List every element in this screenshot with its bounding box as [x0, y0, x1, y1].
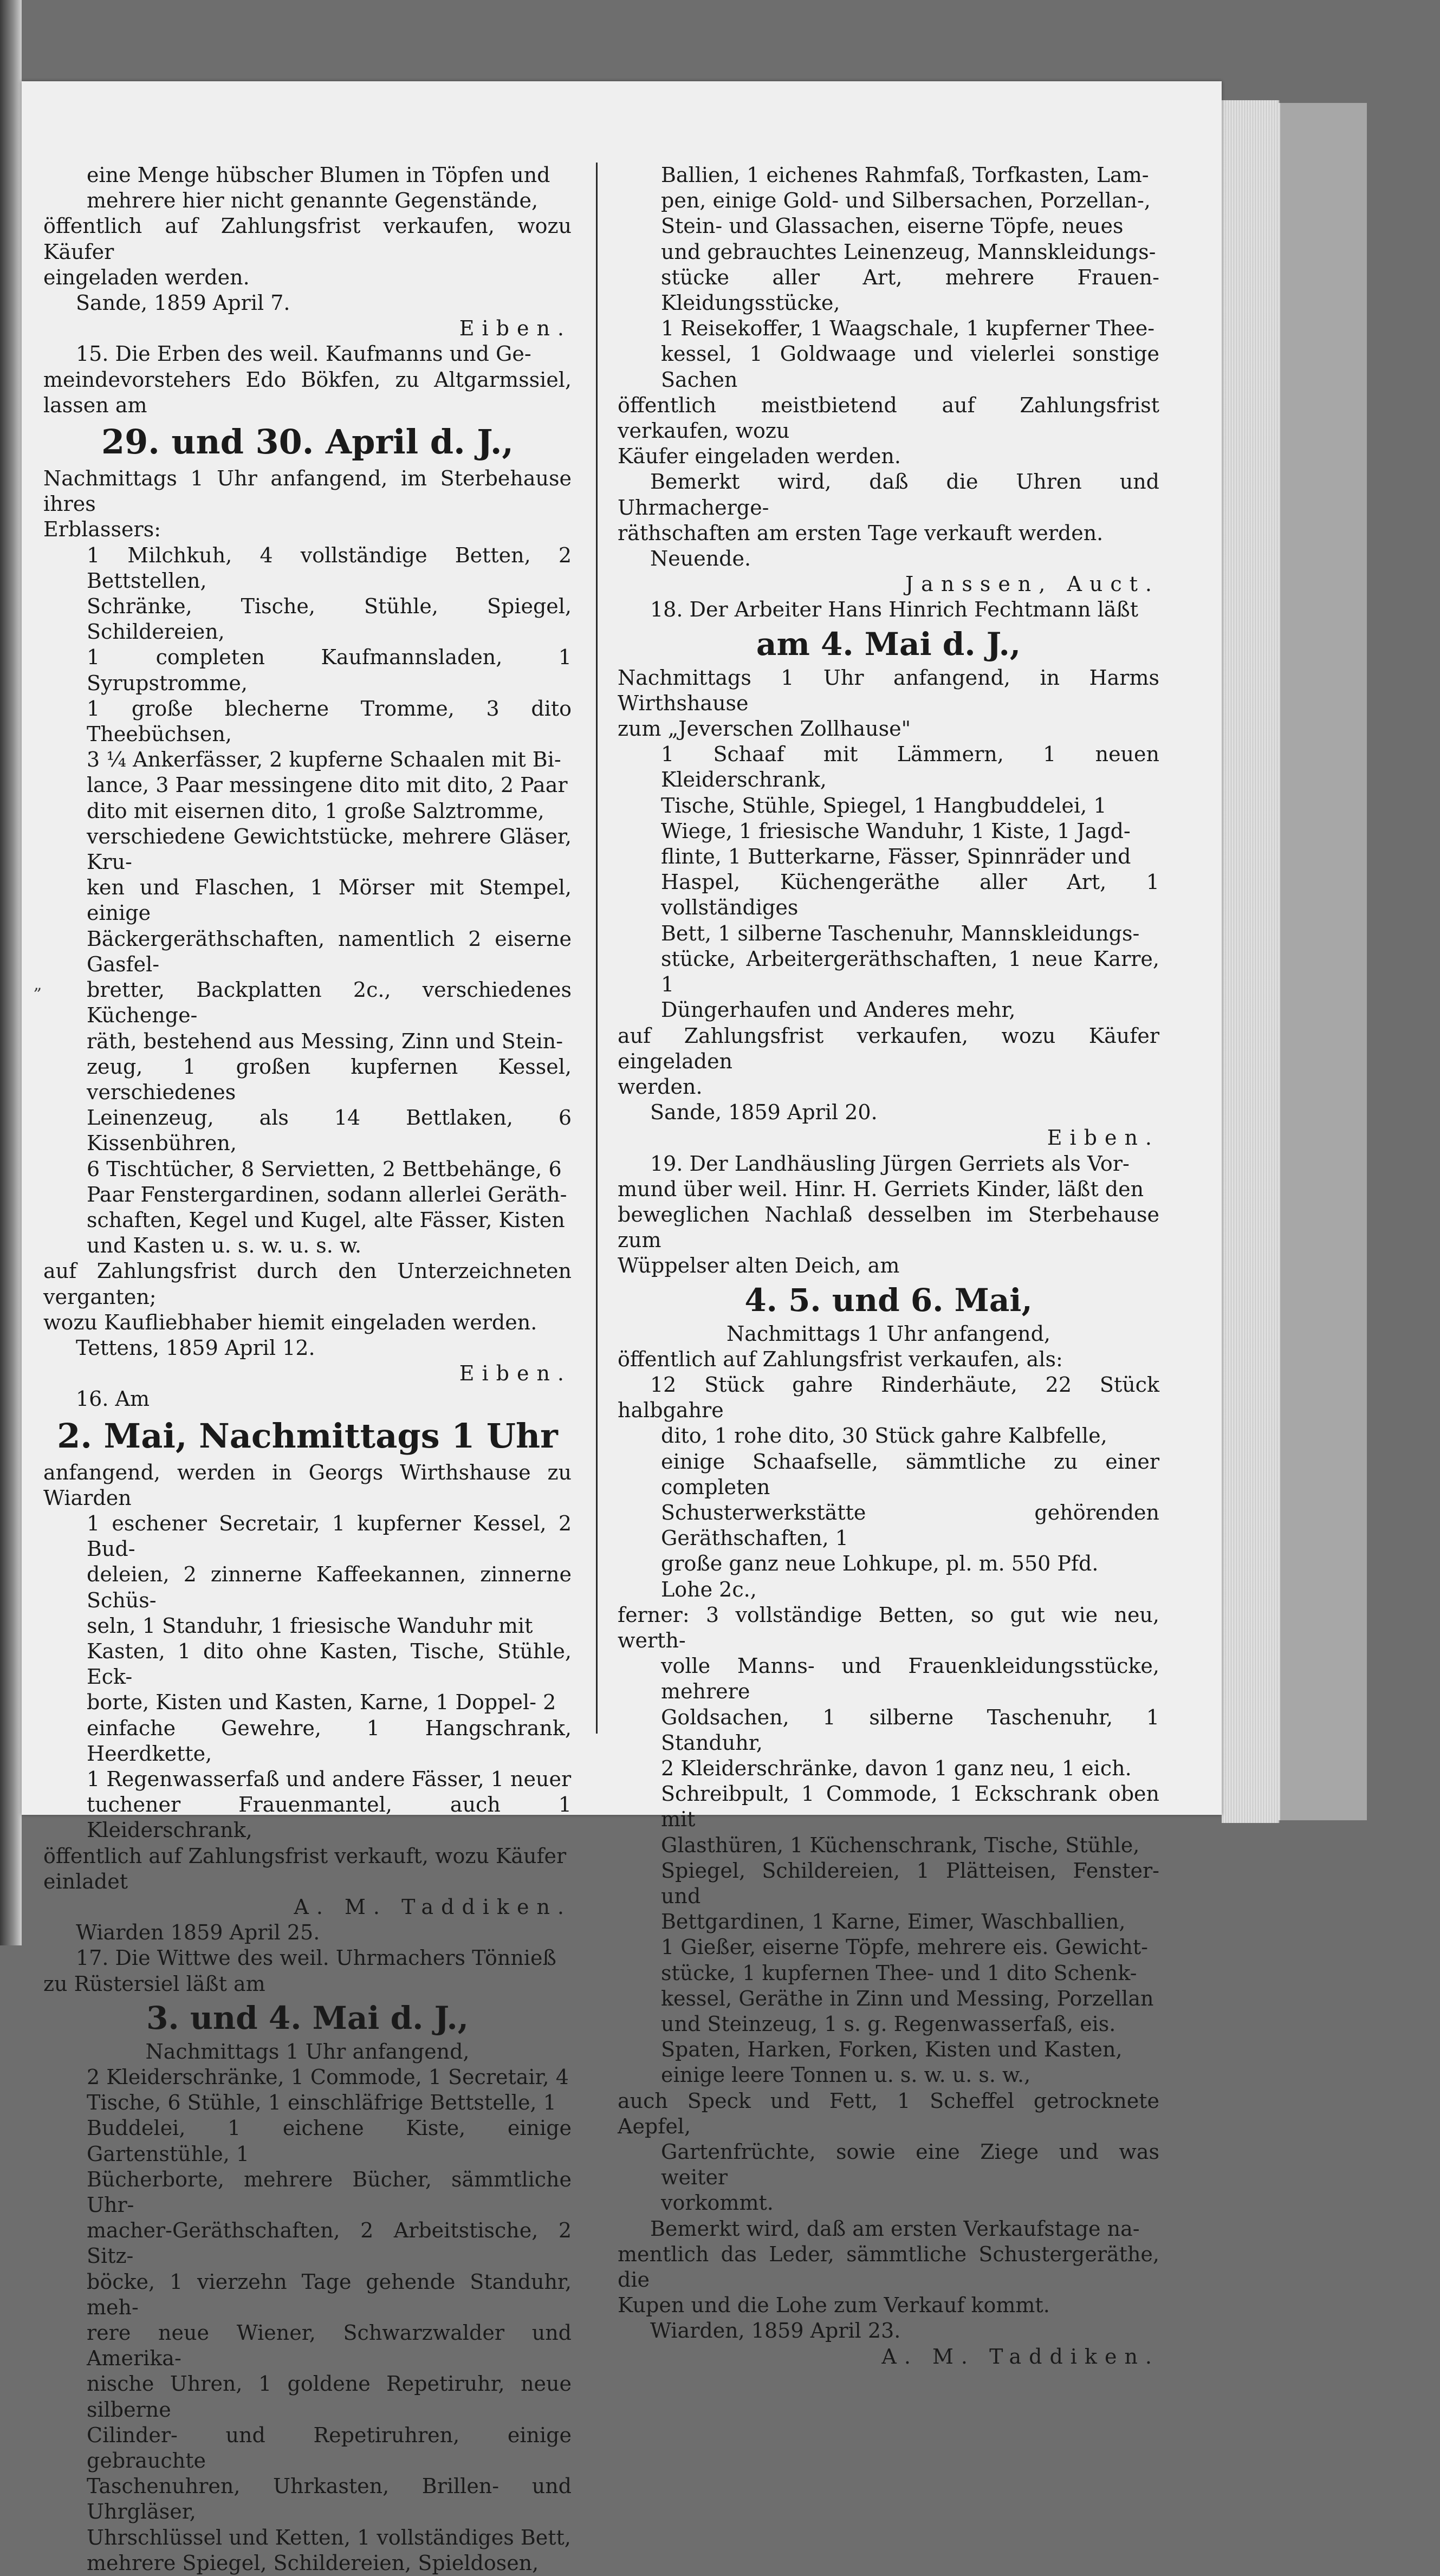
item-line: deleien, 2 zinnerne Kaffeekannen, zinnerne Schüs- — [87, 1562, 572, 1612]
signature: A. M. Taddiken. — [881, 2344, 1159, 2369]
notice-start: 16. Am — [76, 1387, 150, 1411]
text-line: öffentlich auf Zahlungsfrist verkaufen, als: — [618, 1347, 1063, 1371]
item-line: flinte, 1 Butterkarne, Fässer, Spinnräder und — [661, 845, 1131, 869]
item-line: einfache Gewehre, 1 Hangschrank, Heerdkette, — [87, 1716, 572, 1766]
item-line: 2 Kleiderschränke, 1 Commode, 1 Secretair, 4 — [87, 2065, 569, 2090]
item-line: tuchener Frauenmantel, auch 1 Kleiderschrank, — [87, 1793, 572, 1842]
text-line: eine Menge hübscher Blumen in Töpfen und — [87, 163, 550, 187]
date-line: Sande, 1859 April 7. — [76, 291, 290, 315]
text-line: Nachmittags 1 Uhr anfangend, in Harms Wirthshause — [618, 665, 1159, 715]
item-line: verschiedene Gewichtstücke, mehrere Gläser, Kru- — [87, 824, 572, 874]
date-line: Tettens, 1859 April 12. — [76, 1335, 315, 1360]
item-line: rere neue Wiener, Schwarzwalder und Amerika- — [87, 2321, 572, 2371]
place-line: Neuende. — [650, 547, 751, 571]
auction-date-heading: 2. Mai, Nachmittags 1 Uhr — [57, 1416, 558, 1456]
item-line: Haspel, Küchengeräthe aller Art, 1 vollständiges — [661, 870, 1159, 920]
remark-line: Bemerkt wird, daß die Uhren und Uhrmacherge- — [618, 470, 1159, 520]
auction-date-heading: 29. und 30. April d. J., — [101, 422, 514, 462]
signature: Eiben. — [1047, 1126, 1159, 1150]
text-line: Nachmittags 1 Uhr anfangend, — [727, 1321, 1050, 1346]
item-line: 1 completen Kaufmannsladen, 1 Syrupstromme, — [87, 645, 572, 695]
item-line: 1 Regenwasserfaß und andere Fässer, 1 neuer — [87, 1767, 572, 1791]
text-line: eingeladen werden. — [43, 265, 250, 289]
text-line: mentlich das Leder, sämmtliche Schustergeräthe, die — [618, 2242, 1159, 2292]
item-line: Goldsachen, 1 silberne Taschenuhr, 1 Standuhr, — [661, 1705, 1159, 1755]
signature: Eiben. — [459, 1361, 572, 1386]
item-line: Gartenfrüchte, sowie eine Ziege und was weiter — [661, 2140, 1159, 2190]
item-line: 2 Kleiderschränke, davon 1 ganz neu, 1 eich. — [661, 1756, 1132, 1780]
item-line: vorkommt. — [661, 2191, 774, 2215]
signature: Janssen, Auct. — [905, 572, 1159, 596]
text-line: beweglichen Nachlaß desselben im Sterbehause zum — [618, 1202, 1159, 1253]
item-line: Bett, 1 silberne Taschenuhr, Mannskleidungs- — [661, 921, 1140, 945]
text-line: zum „Jeverschen Zollhause" — [618, 717, 911, 741]
item-line: Cilinder- und Repetiruhren, einige gebrauchte — [87, 2423, 572, 2473]
text-line: meindevorstehers Edo Bökfen, zu Altgarmssiel, lassen am — [43, 367, 572, 417]
item-line: Schreibpult, 1 Commode, 1 Eckschrank oben mit — [661, 1782, 1159, 1832]
item-line: Spiegel, Schildereien, 1 Plätteisen, Fenster- und — [661, 1858, 1159, 1908]
item-line: stücke, 1 kupfernen Thee- und 1 dito Schenk- — [661, 1961, 1137, 1985]
item-line: 1 Reisekoffer, 1 Waagschale, 1 kupferner Thee- — [661, 316, 1155, 341]
text-line: auf Zahlungsfrist verkaufen, wozu Käufer eingeladen — [618, 1023, 1159, 1073]
text-line: werden. — [618, 1074, 703, 1099]
item-line: dito mit eisernen dito, 1 große Salztromme, — [87, 799, 544, 823]
text-line: auch Speck und Fett, 1 Scheffel getrocknete Aepfel, — [618, 2088, 1159, 2138]
item-line: Lohe 2c., — [661, 1577, 757, 1601]
item-line: räth, bestehend aus Messing, Zinn und Stein- — [87, 1029, 563, 1053]
item-line: stücke aller Art, mehrere Frauen-Kleidungsstücke, — [661, 265, 1159, 315]
date-line: Wiarden, 1859 April 23. — [650, 2319, 901, 2343]
book-cover — [1279, 103, 1367, 1820]
item-line: schaften, Kegel und Kugel, alte Fässer, Kisten — [87, 1208, 565, 1232]
item-line: stücke, Arbeitergeräthschaften, 1 neue Karre, 1 — [661, 946, 1159, 997]
item-line: seln, 1 Standuhr, 1 friesische Wanduhr mit — [87, 1613, 533, 1638]
item-line: ferner: 3 vollständige Betten, so gut wie neu, werth- — [618, 1602, 1159, 1652]
item-line: 1 Gießer, eiserne Töpfe, mehrere eis. Gewicht- — [661, 1935, 1148, 1959]
item-line: und Kasten u. s. w. u. s. w. — [87, 1234, 362, 1258]
signature: Eiben. — [459, 316, 572, 341]
notice-start: 15. Die Erben des weil. Kaufmanns und Ge- — [76, 342, 531, 366]
text-line: Erblassers: — [43, 517, 161, 542]
item-line: Wiege, 1 friesische Wanduhr, 1 Kiste, 1 Jagd- — [661, 819, 1131, 843]
text-line: Nachmittags 1 Uhr anfangend, im Sterbehause ihres — [43, 466, 572, 516]
item-line: mehrere Spiegel, Schildereien, Spieldosen, — [87, 2551, 539, 2575]
left-column — [43, 163, 572, 2576]
item-line: Schränke, Tische, Stühle, Spiegel, Schildereien, — [87, 594, 572, 644]
notice-start: 18. Der Arbeiter Hans Hinrich Fechtmann läßt — [650, 598, 1139, 622]
text-line: öffentlich auf Zahlungsfrist verkauft, wozu Käufer — [43, 1844, 567, 1868]
text-line: auf Zahlungsfrist durch den Unterzeichneten verganten; — [43, 1259, 572, 1309]
item-line: 12 Stück gahre Rinderhäute, 22 Stück halbgahre — [618, 1372, 1159, 1423]
item-line: Uhrschlüssel und Ketten, 1 vollständiges Bett, — [87, 2525, 571, 2549]
auction-date-heading: 4. 5. und 6. Mai, — [744, 1281, 1033, 1319]
item-line: Kasten, 1 dito ohne Kasten, Tische, Stühle, Eck- — [87, 1639, 572, 1689]
text-line: öffentlich meistbietend auf Zahlungsfrist verkaufen, wozu — [618, 393, 1159, 443]
notice-start: 17. Die Wittwe des weil. Uhrmachers Tönnieß — [76, 1946, 556, 1970]
text-line: Kupen und die Lohe zum Verkauf kommt. — [618, 2293, 1050, 2318]
item-line: Ballien, 1 eichenes Rahmfaß, Torfkasten, Lam- — [661, 163, 1149, 187]
item-line: Tische, 6 Stühle, 1 einschläfrige Bettstelle, 1 — [87, 2091, 556, 2115]
notice-start: 19. Der Landhäusling Jürgen Gerriets als Vor- — [650, 1151, 1130, 1176]
item-line: Glasthüren, 1 Küchenschrank, Tische, Stühle, — [661, 1833, 1140, 1857]
text-line: Wüppelser alten Deich, am — [618, 1254, 900, 1278]
previous-page-edge — [0, 0, 22, 1945]
item-line: Paar Fenstergardinen, sodann allerlei Geräth- — [87, 1182, 567, 1206]
remark-line: Bemerkt wird, daß am ersten Verkaufstage na- — [650, 2216, 1140, 2241]
text-line: einladet — [43, 1869, 128, 1893]
item-line: Bücherborte, mehrere Bücher, sämmtliche Uhr- — [87, 2167, 572, 2217]
text-line: mund über weil. Hinr. H. Gerriets Kinder, läßt den — [618, 1177, 1144, 1201]
text-line: zu Rüstersiel läßt am — [43, 1971, 265, 1996]
auction-date-heading: 3. und 4. Mai d. J., — [146, 1999, 469, 2036]
item-line: 1 Schaaf mit Lämmern, 1 neuen Kleiderschrank, — [661, 742, 1159, 792]
item-line: bretter, Backplatten 2c., verschiedenes Küchenge- — [87, 978, 572, 1028]
column-divider — [596, 163, 598, 1734]
item-line: 1 Milchkuh, 4 vollständige Betten, 2 Bettstellen, — [87, 543, 572, 593]
date-line: Wiarden 1859 April 25. — [76, 1920, 320, 1945]
item-line: und Steinzeug, 1 s. g. Regenwasserfaß, eis. — [661, 2012, 1116, 2036]
item-line: kessel, Geräthe in Zinn und Messing, Porzellan — [661, 1986, 1154, 2010]
text-line: mehrere hier nicht genannte Gegenstände, — [87, 189, 539, 213]
text-line: Käufer eingeladen werden. — [618, 444, 901, 469]
item-line: Düngerhaufen und Anderes mehr, — [661, 998, 1016, 1022]
item-line: und gebrauchtes Leinenzeug, Mannskleidungs- — [661, 239, 1156, 264]
item-line: kessel, 1 Goldwaage und vielerlei sonstige Sachen — [661, 342, 1159, 392]
item-line: Taschenuhren, Uhrkasten, Brillen- und Uhrgläser, — [87, 2474, 572, 2524]
item-line: 6 Tischtücher, 8 Servietten, 2 Bettbehänge, 6 — [87, 1157, 562, 1181]
item-line: borte, Kisten und Kasten, Karne, 1 Doppel- 2 — [87, 1690, 556, 1715]
item-line: Schusterwerkstätte gehörenden Geräthschaften, 1 — [661, 1500, 1159, 1550]
text-line: öffentlich auf Zahlungsfrist verkaufen, wozu Käufer — [43, 214, 572, 264]
item-line: macher-Geräthschaften, 2 Arbeitstische, 2 Sitz- — [87, 2218, 572, 2268]
item-line: 1 eschener Secretair, 1 kupferner Kessel, 2 Bud- — [87, 1511, 572, 1561]
item-line: 1 große blecherne Tromme, 3 dito Theebüchsen, — [87, 696, 572, 747]
item-line: Leinenzeug, als 14 Bettlaken, 6 Kissenbühren, — [87, 1106, 572, 1156]
item-line: große ganz neue Lohkupe, pl. m. 550 Pfd. — [661, 1552, 1099, 1576]
item-line: einige leere Tonnen u. s. w. u. s. w., — [661, 2063, 1031, 2087]
item-line: 3 ¼ Ankerfässer, 2 kupferne Schaalen mit Bi- — [87, 748, 561, 772]
text-line: Nachmittags 1 Uhr anfangend, — [145, 2039, 470, 2064]
right-column — [618, 163, 1159, 2370]
item-line: Bäckergeräthschaften, namentlich 2 eiserne Gasfel- — [87, 926, 572, 976]
item-line: zeug, 1 großen kupfernen Kessel, verschiedenes — [87, 1054, 572, 1104]
gutter-mark: „ — [34, 975, 42, 994]
item-line: einige Schaafselle, sämmtliche zu einer completen — [661, 1449, 1159, 1499]
item-line: Bettgardinen, 1 Karne, Eimer, Waschballien, — [661, 1910, 1126, 1934]
date-line: Sande, 1859 April 20. — [650, 1100, 878, 1125]
signature: A. M. Taddiken. — [294, 1895, 572, 1919]
auction-date-heading: am 4. Mai d. J., — [756, 625, 1021, 663]
item-line: pen, einige Gold- und Silbersachen, Porzellan-, — [661, 189, 1151, 213]
text-line: wozu Kaufliebhaber hiemit eingeladen werden. — [43, 1310, 537, 1334]
item-line: volle Manns- und Frauenkleidungsstücke, mehrere — [661, 1654, 1159, 1704]
item-line: ken und Flaschen, 1 Mörser mit Stempel, einige — [87, 875, 572, 925]
item-line: lance, 3 Paar messingene dito mit dito, 2 Paar — [87, 773, 568, 797]
item-line: Stein- und Glassachen, eiserne Töpfe, neues — [661, 214, 1124, 238]
page-block-edge — [1222, 100, 1280, 1823]
item-line: Spaten, Harken, Forken, Kisten und Kasten, — [661, 2038, 1123, 2062]
item-line: Tische, Stühle, Spiegel, 1 Hangbuddelei, 1 — [661, 793, 1107, 817]
item-line: Buddelei, 1 eichene Kiste, einige Gartenstühle, 1 — [87, 2116, 572, 2166]
text-line: räthschaften am ersten Tage verkauft werden. — [618, 521, 1104, 545]
item-line: böcke, 1 vierzehn Tage gehende Standuhr, meh- — [87, 2269, 572, 2319]
item-line: nische Uhren, 1 goldene Repetiruhr, neue silberne — [87, 2372, 572, 2422]
item-line: dito, 1 rohe dito, 30 Stück gahre Kalbfelle, — [661, 1424, 1107, 1448]
text-line: anfangend, werden in Georgs Wirthshause zu Wiarden — [43, 1460, 572, 1510]
